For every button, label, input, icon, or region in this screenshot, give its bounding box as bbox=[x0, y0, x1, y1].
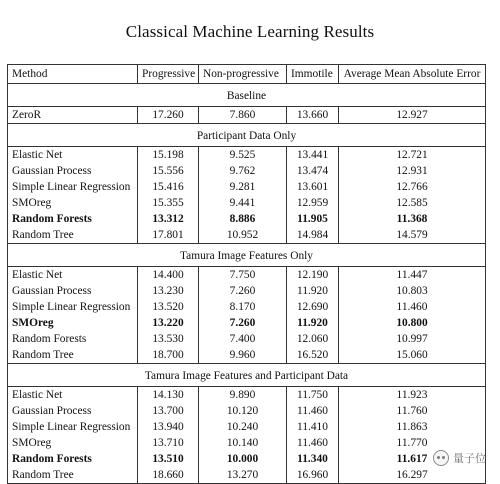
cell-mae: 11.447 bbox=[339, 267, 486, 284]
cell-mae: 16.297 bbox=[339, 467, 486, 484]
cell-method: Simple Linear Regression bbox=[8, 419, 138, 435]
cell-method: Random Forests bbox=[8, 211, 138, 227]
table-row bbox=[8, 163, 486, 179]
cell-progressive: 18.660 bbox=[138, 467, 199, 484]
cell-progressive: 15.556 bbox=[138, 163, 199, 179]
cell-progressive: 13.710 bbox=[138, 435, 199, 451]
cell-progressive: 17.260 bbox=[138, 107, 199, 124]
cell-method: Simple Linear Regression bbox=[8, 179, 138, 195]
cell-non-progressive: 9.525 bbox=[199, 147, 287, 164]
cell-method: Random Forests bbox=[8, 331, 138, 347]
cell-non-progressive: 7.260 bbox=[199, 315, 287, 331]
cell-immotile: 13.474 bbox=[287, 163, 339, 179]
cell-mae: 11.617 bbox=[339, 451, 486, 467]
cell-progressive: 13.530 bbox=[138, 331, 199, 347]
cell-mae: 15.060 bbox=[339, 347, 486, 364]
cell-progressive: 15.416 bbox=[138, 179, 199, 195]
page-title: Classical Machine Learning Results bbox=[125, 22, 375, 41]
cell-progressive: 13.220 bbox=[138, 315, 199, 331]
col-header-method: Method bbox=[8, 65, 138, 84]
cell-immotile: 12.690 bbox=[287, 299, 339, 315]
cell-progressive: 13.700 bbox=[138, 403, 199, 419]
cell-method: Elastic Net bbox=[8, 387, 138, 404]
cell-non-progressive: 10.120 bbox=[199, 403, 287, 419]
cell-non-progressive: 10.140 bbox=[199, 435, 287, 451]
watermark bbox=[433, 450, 486, 466]
cell-mae: 10.800 bbox=[339, 315, 486, 331]
cell-mae: 10.803 bbox=[339, 283, 486, 299]
cell-method: Gaussian Process bbox=[8, 283, 138, 299]
section-header-row bbox=[8, 84, 486, 107]
table-row bbox=[8, 267, 486, 284]
cell-immotile: 11.460 bbox=[287, 435, 339, 451]
cell-non-progressive: 7.400 bbox=[199, 331, 287, 347]
cell-mae: 11.460 bbox=[339, 299, 486, 315]
cell-mae: 12.721 bbox=[339, 147, 486, 164]
cell-mae: 14.579 bbox=[339, 227, 486, 244]
cell-immotile: 11.920 bbox=[287, 315, 339, 331]
cell-progressive: 14.400 bbox=[138, 267, 199, 284]
cell-immotile: 13.660 bbox=[287, 107, 339, 124]
cell-immotile: 11.340 bbox=[287, 451, 339, 467]
cell-immotile: 11.920 bbox=[287, 283, 339, 299]
cell-immotile: 11.750 bbox=[287, 387, 339, 404]
cell-mae: 12.766 bbox=[339, 179, 486, 195]
section-title: Tamura Image Features and Participant Data bbox=[8, 364, 486, 387]
table-row bbox=[8, 451, 486, 467]
watermark-text: 量子位 bbox=[453, 452, 486, 465]
cell-progressive: 13.312 bbox=[138, 211, 199, 227]
cell-method: Random Tree bbox=[8, 347, 138, 364]
table-row bbox=[8, 435, 486, 451]
cell-mae: 12.931 bbox=[339, 163, 486, 179]
section-title: Participant Data Only bbox=[8, 124, 486, 147]
col-header-non-progressive: Non-progressive bbox=[199, 65, 287, 84]
cell-mae: 11.863 bbox=[339, 419, 486, 435]
cell-mae: 11.760 bbox=[339, 403, 486, 419]
section-header-row bbox=[8, 124, 486, 147]
section-title: Tamura Image Features Only bbox=[8, 244, 486, 267]
cell-progressive: 17.801 bbox=[138, 227, 199, 244]
cell-method: Simple Linear Regression bbox=[8, 299, 138, 315]
col-header-mae: Average Mean Absolute Error bbox=[339, 65, 486, 84]
cell-non-progressive: 9.890 bbox=[199, 387, 287, 404]
cell-immotile: 12.190 bbox=[287, 267, 339, 284]
cell-method: Random Forests bbox=[8, 451, 138, 467]
cell-mae: 11.770 bbox=[339, 435, 486, 451]
cell-mae: 11.923 bbox=[339, 387, 486, 404]
cell-mae: 12.927 bbox=[339, 107, 486, 124]
cell-immotile: 14.984 bbox=[287, 227, 339, 244]
cell-immotile: 12.060 bbox=[287, 331, 339, 347]
table-row bbox=[8, 283, 486, 299]
cell-non-progressive: 7.750 bbox=[199, 267, 287, 284]
cell-non-progressive: 9.762 bbox=[199, 163, 287, 179]
cell-method: Gaussian Process bbox=[8, 403, 138, 419]
section-title: Baseline bbox=[8, 84, 486, 107]
cell-immotile: 13.441 bbox=[287, 147, 339, 164]
cell-mae: 12.585 bbox=[339, 195, 486, 211]
cell-method: Elastic Net bbox=[8, 267, 138, 284]
table-body bbox=[8, 84, 486, 484]
cell-non-progressive: 10.240 bbox=[199, 419, 287, 435]
wechat-icon bbox=[433, 450, 449, 466]
table-row bbox=[8, 467, 486, 484]
cell-immotile: 11.460 bbox=[287, 403, 339, 419]
cell-method: Elastic Net bbox=[8, 147, 138, 164]
cell-immotile: 11.410 bbox=[287, 419, 339, 435]
cell-non-progressive: 7.860 bbox=[199, 107, 287, 124]
cell-non-progressive: 8.170 bbox=[199, 299, 287, 315]
cell-non-progressive: 10.000 bbox=[199, 451, 287, 467]
table-row bbox=[8, 387, 486, 404]
results-table bbox=[7, 64, 486, 484]
cell-non-progressive: 7.260 bbox=[199, 283, 287, 299]
cell-progressive: 14.130 bbox=[138, 387, 199, 404]
cell-progressive: 13.940 bbox=[138, 419, 199, 435]
cell-non-progressive: 9.281 bbox=[199, 179, 287, 195]
cell-non-progressive: 9.960 bbox=[199, 347, 287, 364]
table-row bbox=[8, 419, 486, 435]
cell-mae: 11.368 bbox=[339, 211, 486, 227]
cell-method: ZeroR bbox=[8, 107, 138, 124]
table-row bbox=[8, 195, 486, 211]
table-row bbox=[8, 299, 486, 315]
cell-progressive: 18.700 bbox=[138, 347, 199, 364]
col-header-progressive: Progressive bbox=[138, 65, 199, 84]
cell-non-progressive: 13.270 bbox=[199, 467, 287, 484]
cell-immotile: 16.520 bbox=[287, 347, 339, 364]
table-header-row bbox=[8, 65, 486, 84]
col-header-immotile: Immotile bbox=[287, 65, 339, 84]
cell-non-progressive: 10.952 bbox=[199, 227, 287, 244]
cell-immotile: 11.905 bbox=[287, 211, 339, 227]
table-row bbox=[8, 331, 486, 347]
table-row bbox=[8, 147, 486, 164]
table-row bbox=[8, 347, 486, 364]
section-header-row bbox=[8, 364, 486, 387]
cell-method: Random Tree bbox=[8, 467, 138, 484]
cell-immotile: 13.601 bbox=[287, 179, 339, 195]
table-row bbox=[8, 211, 486, 227]
cell-immotile: 16.960 bbox=[287, 467, 339, 484]
table-row bbox=[8, 315, 486, 331]
table-row bbox=[8, 179, 486, 195]
table-row bbox=[8, 227, 486, 244]
cell-method: SMOreg bbox=[8, 195, 138, 211]
cell-mae: 10.997 bbox=[339, 331, 486, 347]
cell-method: SMOreg bbox=[8, 315, 138, 331]
cell-non-progressive: 9.441 bbox=[199, 195, 287, 211]
cell-non-progressive: 8.886 bbox=[199, 211, 287, 227]
cell-progressive: 15.355 bbox=[138, 195, 199, 211]
cell-method: SMOreg bbox=[8, 435, 138, 451]
cell-progressive: 13.510 bbox=[138, 451, 199, 467]
cell-progressive: 13.230 bbox=[138, 283, 199, 299]
cell-immotile: 12.959 bbox=[287, 195, 339, 211]
cell-progressive: 13.520 bbox=[138, 299, 199, 315]
table-row bbox=[8, 107, 486, 124]
section-header-row bbox=[8, 244, 486, 267]
cell-progressive: 15.198 bbox=[138, 147, 199, 164]
cell-method: Random Tree bbox=[8, 227, 138, 244]
table-row bbox=[8, 403, 486, 419]
cell-method: Gaussian Process bbox=[8, 163, 138, 179]
